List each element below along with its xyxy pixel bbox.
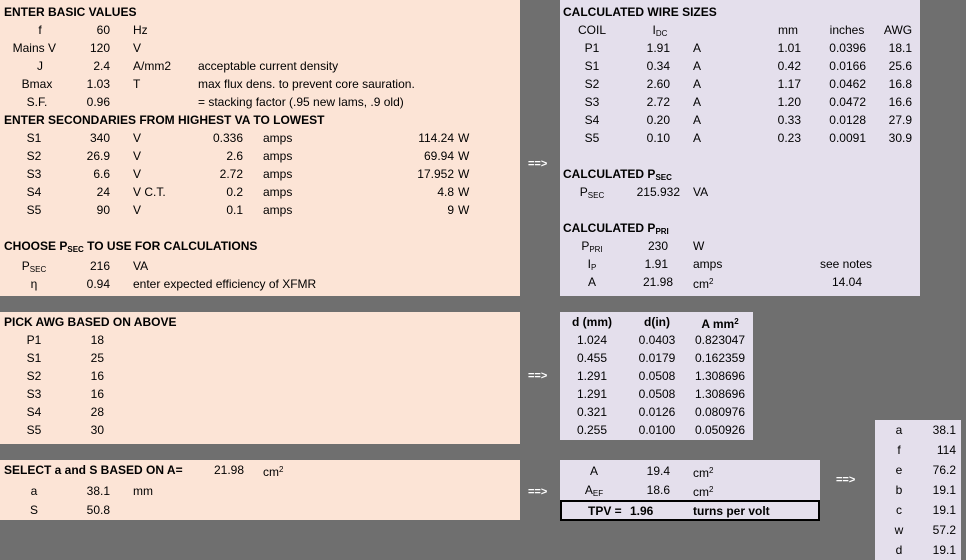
coil-label: S1	[584, 59, 600, 73]
secondary-current-unit: amps	[263, 149, 293, 163]
core-dimension-value: 57.2	[932, 523, 956, 537]
coil-current-unit: A	[693, 41, 702, 55]
secondary-voltage-unit: V	[133, 167, 142, 181]
core-dimension-label: c	[896, 503, 902, 517]
core-dimension-label: w	[894, 523, 904, 537]
secondary-voltage-input[interactable]: 340	[89, 131, 110, 145]
secondary-power-value: 114.24	[418, 131, 454, 145]
secondary-power-value: 69.94	[423, 149, 454, 163]
coil-current-unit: A	[693, 131, 702, 145]
wire-awg: 16.6	[888, 95, 912, 109]
wire-diameter-inches: 0.0091	[829, 131, 866, 145]
awg-pick-label: P1	[26, 333, 42, 347]
secondary-voltage-unit: V	[133, 149, 142, 163]
secondary-current-unit: amps	[263, 167, 293, 181]
secondary-power-value: 4.8	[437, 185, 454, 199]
wire-sizes-title: CALCULATED WIRE SIZES	[563, 5, 717, 19]
awg-pick-input[interactable]: 16	[90, 369, 104, 383]
calculated-panel: CALCULATED WIRE SIZES COIL $I_{DC}$ mm inches AWG P1 1.91 A 1.01 0.0396 18.1 S1 0.34 A 0.42 0.0166 25.6 S2 2.60 A 1.17 0.0462 16.8 S3 2.72 A 1.20 0.0472 16.6 S4 0.20 A 0.33 0.0128 27.9 S5 0.10 A 0.23 0.0091 30.9 CALCULATED $P_{SEC}$ $P_{SEC}$ 215.932 VA CALCULATED $P_{PRI}$ $P_{PRI}$ 230 W $I_P$ 1.91 amps A 21.98 $cm^2$ see notes 14.04	[560, 0, 920, 296]
awg-area-mm2: 0.080976	[694, 405, 746, 419]
coil-label: S2	[584, 77, 600, 91]
secondary-voltage-input[interactable]: 24	[96, 185, 110, 199]
secondary-current-unit: amps	[263, 185, 293, 199]
current-density-input[interactable]: 2.4	[93, 59, 110, 73]
wire-awg: 16.8	[888, 77, 912, 91]
select-a-area-value: 21.98	[213, 463, 244, 477]
coil-current: 1.91	[646, 41, 670, 55]
coil-label: S3	[584, 95, 600, 109]
awg-area-mm2: 0.823047	[694, 333, 746, 347]
notes-value: 14.04	[832, 275, 863, 289]
secondary-label: S3	[26, 167, 42, 181]
awg-diameter-mm: 1.291	[576, 369, 608, 383]
secondary-label: S4	[26, 185, 42, 199]
secondary-voltage-unit: V C.T.	[133, 185, 166, 199]
awg-diameter-mm: 0.321	[576, 405, 608, 419]
core-dimension-value: 19.1	[932, 483, 956, 497]
coil-label: S4	[584, 113, 600, 127]
awg-diameter-inches: 0.0179	[638, 351, 676, 365]
select-a-s-title: SELECT a and S BASED ON A=	[4, 463, 183, 477]
psec-label: $P_{SEC}$	[21, 259, 47, 274]
core-dimension-value: 38.1	[932, 423, 956, 437]
secondary-power-value: 9	[447, 203, 454, 217]
s-dimension-input[interactable]: 50.8	[86, 503, 110, 517]
arrow-2: ==>	[528, 370, 548, 382]
wire-awg: 30.9	[888, 131, 912, 145]
awg-area-mm2: 0.162359	[694, 351, 746, 365]
awg-diameter-inches: 0.0508	[638, 387, 676, 401]
core-dimension-value: 114	[936, 443, 956, 457]
awg-area-mm2: 1.308696	[694, 369, 746, 383]
awg-diameter-inches: 0.0126	[638, 405, 676, 419]
coil-current-unit: A	[693, 95, 702, 109]
secondary-current-unit: amps	[263, 203, 293, 217]
wire-awg: 27.9	[888, 113, 912, 127]
calc-ppri-title: CALCULATED $P_{PRI}$	[563, 221, 669, 236]
secondary-power-unit: W	[458, 167, 470, 181]
wire-awg: 18.1	[888, 41, 912, 55]
calc-psec-title: CALCULATED $P_{SEC}$	[563, 167, 672, 182]
calc-psec-value: 215.932	[636, 185, 680, 199]
pick-awg-panel	[0, 312, 520, 444]
awg-pick-label: S4	[26, 405, 42, 419]
awg-diameter-mm: 0.455	[576, 351, 608, 365]
wire-diameter-mm: 1.01	[777, 41, 801, 55]
awg-dimensions-panel: d (mm) d(in) A $mm^2$ 1.024 0.0403 0.823047 0.455 0.0179 0.162359 1.291 0.0508 1.308696 1.291 0.0508 1.308696 0.321 0.0126 0.080976 0.255 0.0100 0.050926	[560, 312, 753, 440]
core-dimension-value: 19.1	[932, 503, 956, 517]
core-dimension-label: e	[895, 463, 903, 477]
wire-diameter-inches: 0.0128	[829, 113, 866, 127]
awg-diameter-inches: 0.0508	[638, 369, 676, 383]
awg-pick-input[interactable]: 18	[90, 333, 104, 347]
secondary-current-input[interactable]: 0.336	[212, 131, 243, 145]
arrow-4: ==>	[836, 474, 856, 486]
select-a-s-panel: SELECT a and S BASED ON A= 21.98 $cm^2$ a 38.1 mm S 50.8	[0, 460, 520, 520]
core-dimension-value: 19.1	[932, 543, 956, 557]
coil-label: S5	[584, 131, 600, 145]
secondary-voltage-input[interactable]: 26.9	[86, 149, 110, 163]
area-tpv-panel: A 19.4 $cm^2$ $A_{EF}$ 18.6 $cm^2$ TPV = 1.96 turns per volt	[560, 460, 820, 520]
area-a-value: 19.4	[646, 464, 670, 478]
wire-diameter-mm: 1.20	[777, 95, 801, 109]
awg-diameter-mm: 0.255	[576, 423, 608, 437]
secondary-label: S2	[26, 149, 42, 163]
see-notes-label: see notes	[820, 257, 873, 271]
secondary-current-input[interactable]: 0.2	[226, 185, 243, 199]
frequency-input[interactable]: 60	[96, 23, 110, 37]
a-dimension-input[interactable]: 38.1	[86, 484, 110, 498]
secondary-power-unit: W	[458, 185, 470, 199]
awg-pick-label: S2	[26, 369, 42, 383]
secondary-power-unit: W	[458, 149, 470, 163]
calc-a-value: 21.98	[642, 275, 673, 289]
secondary-voltage-unit: V	[133, 203, 142, 217]
secondary-power-unit: W	[458, 131, 470, 145]
core-dimensions-panel	[875, 420, 961, 560]
awg-pick-input[interactable]: 28	[90, 405, 104, 419]
awg-diameter-inches: 0.0403	[638, 333, 676, 347]
coil-label: P1	[584, 41, 600, 55]
calc-ip-value: 1.91	[644, 257, 668, 271]
coil-current-unit: A	[693, 113, 702, 127]
secondary-label: S5	[26, 203, 42, 217]
secondaries-title: ENTER SECONDARIES FROM HIGHEST VA TO LOWEST	[4, 113, 325, 127]
tpv-box: TPV = 1.96 turns per volt	[560, 500, 820, 521]
wire-awg: 25.6	[888, 59, 912, 73]
coil-current: 0.10	[646, 131, 670, 145]
secondary-current-input[interactable]: 2.6	[226, 149, 243, 163]
awg-pick-label: S1	[26, 351, 42, 365]
secondary-current-input[interactable]: 2.72	[219, 167, 243, 181]
coil-current-unit: A	[693, 59, 702, 73]
awg-pick-label: S3	[26, 387, 42, 401]
awg-pick-input[interactable]: 30	[90, 423, 104, 437]
wire-diameter-inches: 0.0472	[829, 95, 866, 109]
efficiency-input[interactable]: 0.94	[86, 277, 110, 291]
core-dimension-label: b	[895, 483, 903, 497]
wire-diameter-mm: 1.17	[777, 77, 801, 91]
core-dimension-value: 76.2	[932, 463, 956, 477]
core-dimension-label: d	[895, 543, 903, 557]
awg-area-mm2: 0.050926	[694, 423, 746, 437]
awg-area-mm2: 1.308696	[694, 387, 746, 401]
area-aef-value: 18.6	[646, 483, 670, 497]
secondary-voltage-input[interactable]: 6.6	[93, 167, 110, 181]
secondary-current-input[interactable]: 0.1	[226, 203, 243, 217]
input-values-panel: ENTER BASIC VALUES f 60 Hz Mains V 120 V J 2.4 A/mm2 acceptable current density Bmax 1.03 T max flux dens. to prevent core sauration. S.F. 0.96 = stacking factor (.95 new lams, .9 old) ENTER SECONDARIES FROM HIGHEST VA TO LOWEST S1 340 V 0.336 amps 114.24 W S2 26.9 V 2.6 amps 69.94 W S3 6.6 V 2.72 amps 17.952 W S4 24 V C.T. 0.2 amps 4.8 W S5 90 V 0.1 amps 9 W CHOOSE $P_{SEC}$ TO USE FOR CALCULATIONS $P_{SEC}$ 216 VA η 0.94 enter expected efficiency of XFMR	[0, 0, 520, 296]
wire-diameter-mm: 0.42	[777, 59, 801, 73]
pick-awg-title: PICK AWG BASED ON ABOVE	[4, 315, 177, 329]
wire-diameter-inches: 0.0166	[829, 59, 866, 73]
wire-diameter-mm: 0.23	[777, 131, 801, 145]
stacking-factor-input[interactable]: 0.96	[86, 95, 110, 109]
secondary-current-unit: amps	[263, 131, 293, 145]
secondary-power-unit: W	[458, 203, 470, 217]
basic-values-title: ENTER BASIC VALUES	[4, 5, 137, 19]
wire-diameter-mm: 0.33	[777, 113, 801, 127]
awg-diameter-inches: 0.0100	[638, 423, 676, 437]
coil-current: 0.34	[646, 59, 670, 73]
awg-pick-input[interactable]: 25	[90, 351, 104, 365]
coil-current-unit: A	[693, 77, 702, 91]
tpv-value: 1.96	[630, 504, 654, 518]
arrow-3: ==>	[528, 486, 548, 498]
core-dimension-label: f	[897, 443, 901, 457]
psec-input[interactable]: 216	[89, 259, 110, 273]
awg-pick-label: S5	[26, 423, 42, 437]
mains-voltage-input[interactable]: 120	[89, 41, 110, 55]
awg-diameter-mm: 1.024	[576, 333, 608, 347]
coil-current: 0.20	[646, 113, 670, 127]
arrow-1: ==>	[528, 158, 548, 170]
coil-current: 2.60	[646, 77, 670, 91]
awg-diameter-mm: 1.291	[576, 387, 608, 401]
calc-ppri-value: 230	[647, 239, 668, 253]
eta-label: η	[30, 277, 38, 291]
bmax-input[interactable]: 1.03	[86, 77, 110, 91]
coil-current: 2.72	[646, 95, 670, 109]
secondary-label: S1	[26, 131, 42, 145]
core-dimension-label: a	[895, 423, 903, 437]
secondary-voltage-unit: V	[133, 131, 142, 145]
secondary-voltage-input[interactable]: 90	[96, 203, 110, 217]
wire-diameter-inches: 0.0462	[829, 77, 866, 91]
secondary-power-value: 17.952	[417, 167, 454, 181]
psec-choice-title: CHOOSE $P_{SEC}$ TO USE FOR CALCULATIONS	[4, 239, 258, 254]
awg-pick-input[interactable]: 16	[90, 387, 104, 401]
wire-diameter-inches: 0.0396	[829, 41, 866, 55]
